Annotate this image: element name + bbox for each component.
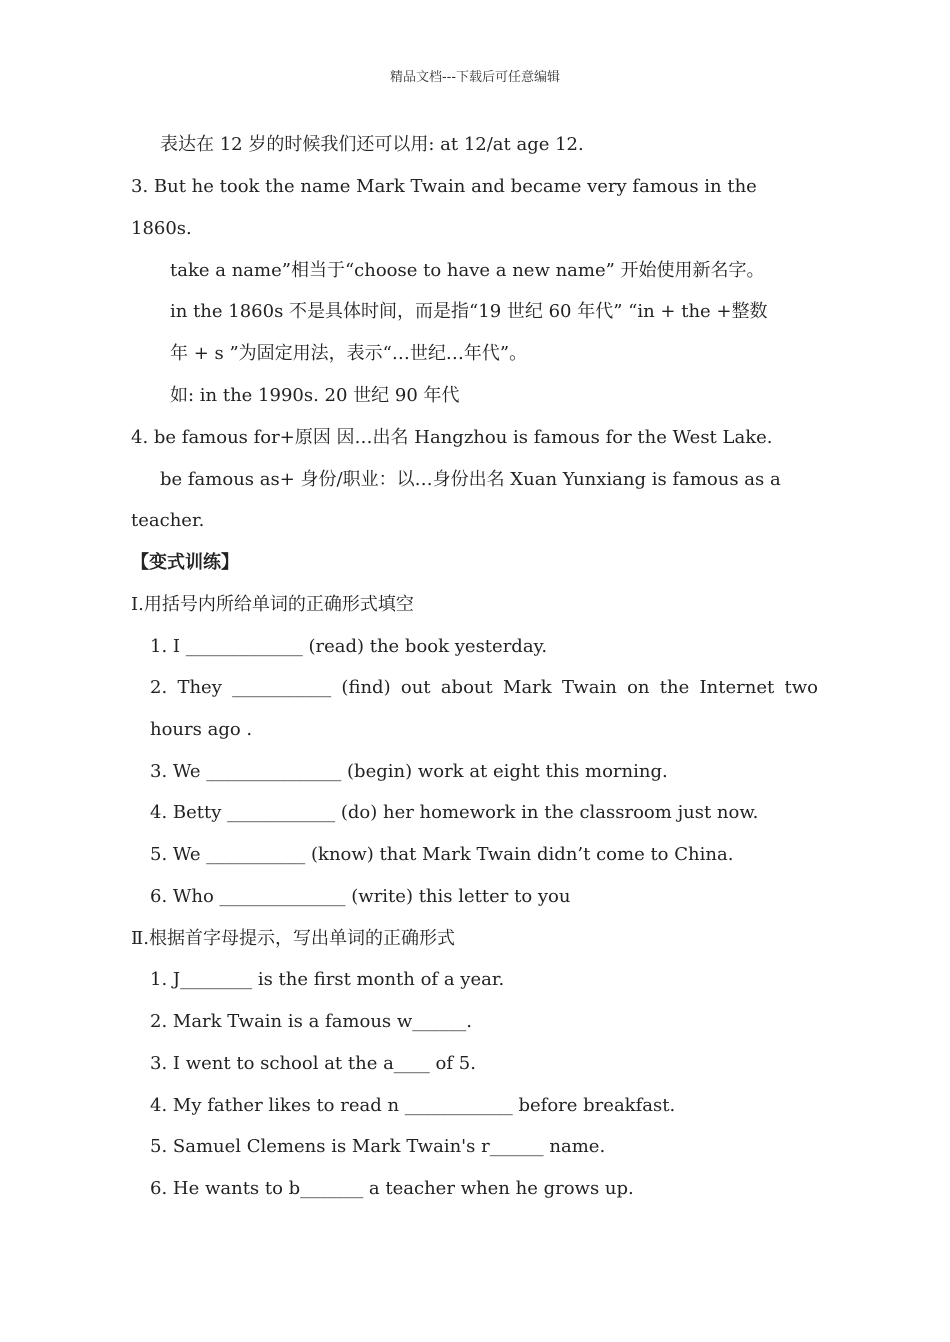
part1-item: 2. They ___________ (find) out about Mark Twain on the Internet two: [150, 677, 818, 698]
part2-item: 1. J________ is the first month of a year.: [150, 969, 505, 990]
note-line-3: 1860s.: [131, 218, 192, 239]
part1-item: 3. We _______________ (begin) work at eight this morning.: [150, 761, 668, 782]
part1-title: Ⅰ.用括号内所给单词的正确形式填空: [131, 594, 414, 615]
part1-item: hours ago .: [150, 719, 253, 740]
note-line-4: take a name”相当于“choose to have a new name” 开始使用新名字。: [170, 260, 765, 281]
part1-item: 5. We ___________ (know) that Mark Twain didn’t come to China.: [150, 844, 734, 865]
part2-item: 4. My father likes to read n ____________ before breakfast.: [150, 1095, 676, 1116]
note-line-5: in the 1860s 不是具体时间，而是指“19 世纪 60 年代” “in + the +整数: [170, 301, 768, 322]
part2-item: 6. He wants to b_______ a teacher when he grows up.: [150, 1178, 634, 1199]
part1-item: 6. Who ______________ (write) this letter to you: [150, 886, 571, 907]
note-line-9: be famous as+ 身份/职业：以…身份出名 Xuan Yunxiang is famous as a: [160, 469, 781, 490]
part2-title: Ⅱ.根据首字母提示，写出单词的正确形式: [131, 928, 455, 949]
note-line-7: 如: in the 1990s. 20 世纪 90 年代: [170, 385, 460, 406]
part1-item: 4. Betty ____________ (do) her homework in the classroom just now.: [150, 802, 759, 823]
part2-item: 2. Mark Twain is a famous w______.: [150, 1011, 473, 1032]
part1-item: 1. I _____________ (read) the book yesterday.: [150, 636, 548, 657]
note-line-8: 4. be famous for+原因 因…出名 Hangzhou is famous for the West Lake.: [131, 427, 773, 448]
note-line-6: 年 + s ”为固定用法，表示“…世纪…年代”。: [170, 343, 528, 364]
part2-item: 3. I went to school at the a____ of 5.: [150, 1053, 476, 1074]
page-header: 精品文档---下载后可任意编辑: [389, 70, 561, 85]
note-line-1: 表达在 12 岁的时候我们还可以用: at 12/at age 12.: [160, 134, 584, 155]
note-line-2: 3. But he took the name Mark Twain and became very famous in the: [131, 176, 757, 197]
section-title: 【变式训练】: [131, 552, 239, 573]
part2-item: 5. Samuel Clemens is Mark Twain's r______ name.: [150, 1136, 606, 1157]
note-line-10: teacher.: [131, 510, 205, 531]
